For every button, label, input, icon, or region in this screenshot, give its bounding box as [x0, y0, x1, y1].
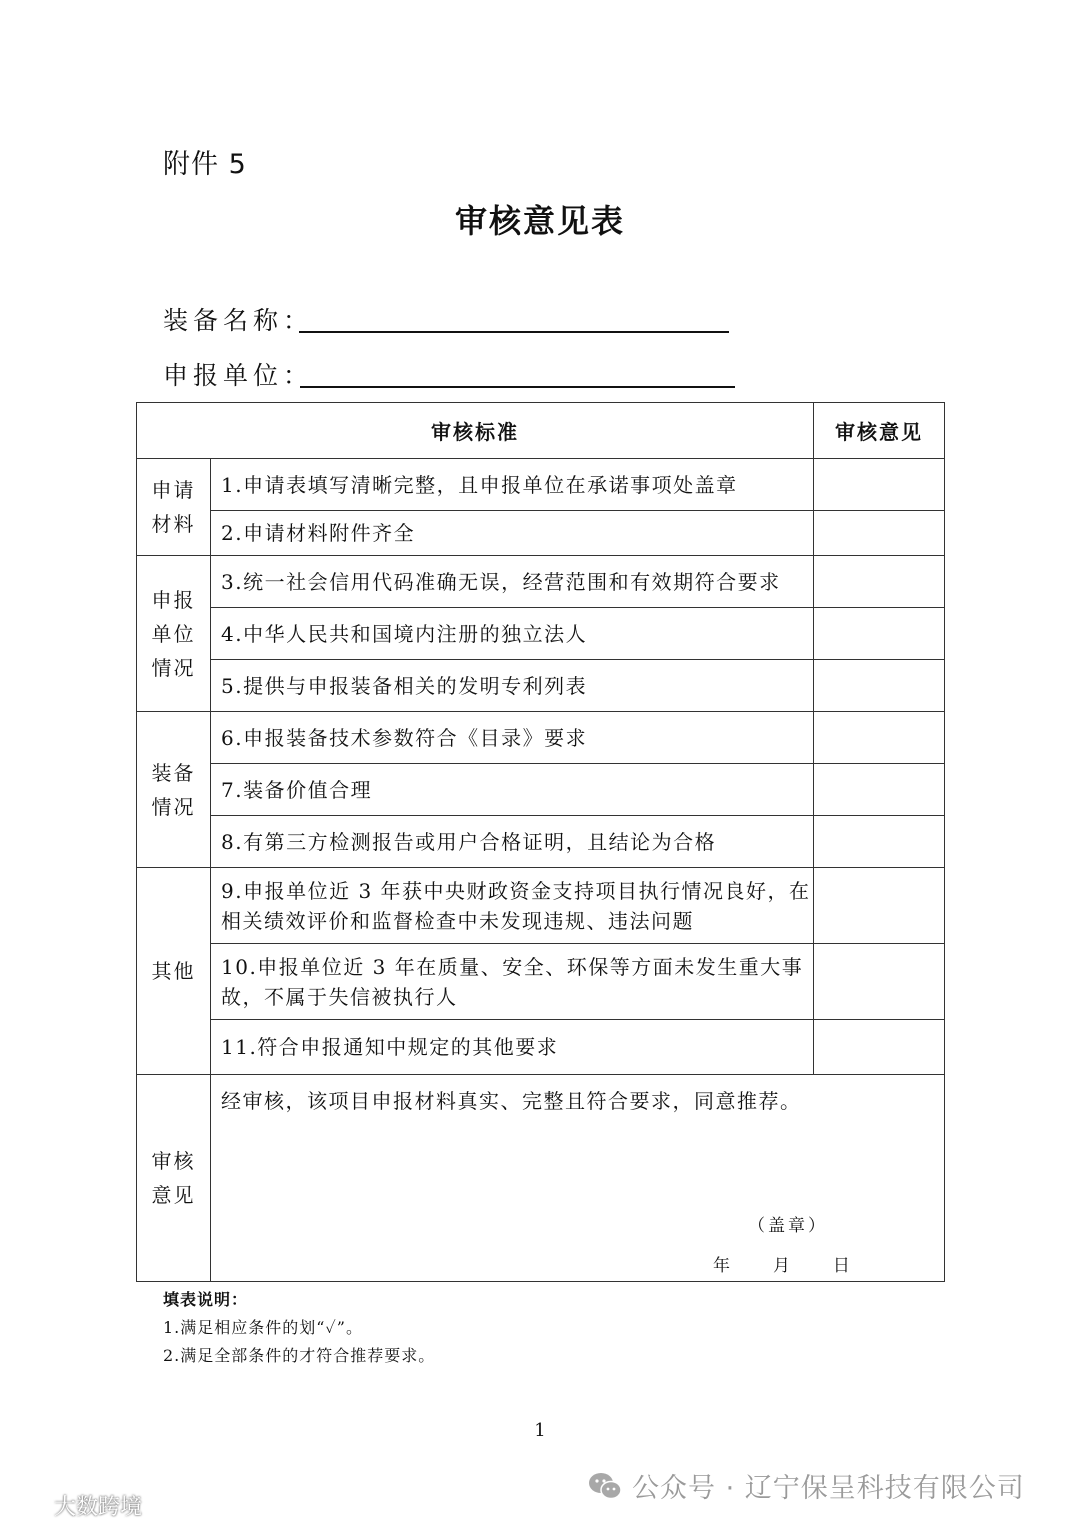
- applicant-unit-blank[interactable]: [300, 386, 735, 388]
- criterion-5: 5.提供与申报装备相关的发明专利列表: [211, 660, 814, 712]
- category-review-opinion: 审核 意见: [137, 1075, 211, 1282]
- criterion-4: 4.中华人民共和国境内注册的独立法人: [211, 608, 814, 660]
- table-row: [137, 764, 945, 816]
- table-row: [137, 944, 945, 1020]
- fill-instructions: [163, 1286, 435, 1370]
- applicant-unit-label: 申报单位：: [163, 361, 314, 390]
- chat-bubble-icon: [8, 1495, 48, 1517]
- attachment-label: 附件 5: [163, 149, 247, 180]
- header-opinion: 审核意见: [814, 403, 945, 459]
- table-row: [137, 868, 945, 944]
- criterion-7: 7.装备价值合理: [211, 764, 814, 816]
- opinion-cell-5[interactable]: [814, 660, 945, 712]
- site-watermark: [8, 1490, 142, 1521]
- criterion-11: 11.符合申报通知中规定的其他要求: [211, 1020, 814, 1075]
- criterion-8: 8.有第三方检测报告或用户合格证明，且结论为合格: [211, 816, 814, 868]
- opinion-cell-11[interactable]: [814, 1020, 945, 1075]
- equipment-name-field: [163, 301, 313, 337]
- opinion-cell-7[interactable]: [814, 764, 945, 816]
- wechat-watermark: [588, 1466, 1025, 1505]
- stamp-label: （盖章）: [748, 1216, 828, 1236]
- criterion-3: 3.统一社会信用代码准确无误，经营范围和有效期符合要求: [211, 556, 814, 608]
- equipment-name-label: 装备名称：: [163, 306, 314, 335]
- opinion-cell-9[interactable]: [814, 868, 945, 944]
- wechat-watermark-text: 公众号 · 辽宁保呈科技有限公司: [632, 1473, 1025, 1504]
- criterion-10: 10.申报单位近 3 年在质量、安全、环保等方面未发生重大事故，不属于失信被执行人: [211, 944, 814, 1020]
- applicant-unit-field: [163, 356, 313, 392]
- table-row: [137, 1020, 945, 1075]
- opinion-cell-10[interactable]: [814, 944, 945, 1020]
- criterion-9: 9.申报单位近 3 年获中央财政资金支持项目执行情况良好，在相关绩效评价和监督检查中未发现违规、违法问题: [211, 868, 814, 944]
- criterion-1: 1.申请表填写清晰完整，且申报单位在承诺事项处盖章: [211, 459, 814, 511]
- category-applicant-unit: 申报 单位 情况: [137, 556, 211, 712]
- opinion-cell-8[interactable]: [814, 816, 945, 868]
- equipment-name-blank[interactable]: [299, 331, 729, 333]
- table-row: [137, 816, 945, 868]
- table-row: [137, 511, 945, 556]
- wechat-icon: [588, 1471, 622, 1501]
- review-opinion-cell[interactable]: [211, 1075, 945, 1282]
- opinion-cell-6[interactable]: [814, 712, 945, 764]
- instructions-heading: 填表说明：: [163, 1290, 249, 1309]
- date-day: 日: [832, 1256, 852, 1276]
- opinion-cell-2[interactable]: [814, 511, 945, 556]
- instruction-line-2: 2.满足全部条件的才符合推荐要求。: [163, 1346, 436, 1365]
- table-row: [137, 712, 945, 764]
- date-year: 年: [713, 1256, 732, 1276]
- date-line: [713, 1251, 851, 1276]
- criterion-2: 2.申请材料附件齐全: [211, 511, 814, 556]
- criterion-6: 6.申报装备技术参数符合《目录》要求: [211, 712, 814, 764]
- opinion-cell-3[interactable]: [814, 556, 945, 608]
- review-opinion-row: [137, 1075, 945, 1282]
- review-opinion-text: 经审核，该项目申报材料真实、完整且符合要求，同意推荐。: [221, 1089, 802, 1113]
- header-criteria: 审核标准: [137, 403, 814, 459]
- table-row: [137, 556, 945, 608]
- opinion-cell-4[interactable]: [814, 608, 945, 660]
- review-table: [136, 402, 945, 1282]
- site-watermark-text: 大数跨境: [54, 1495, 143, 1520]
- category-equipment: 装备 情况: [137, 712, 211, 868]
- table-row: [137, 660, 945, 712]
- table-row: [137, 459, 945, 511]
- instruction-line-1: 1.满足相应条件的划“✓”。: [163, 1318, 363, 1337]
- table-row: [137, 608, 945, 660]
- page-title: 审核意见表: [454, 202, 625, 240]
- table-header-row: [137, 403, 945, 459]
- page-number: 1: [534, 1420, 546, 1441]
- opinion-cell-1[interactable]: [814, 459, 945, 511]
- category-other: 其他: [137, 868, 211, 1075]
- date-month: 月: [772, 1256, 792, 1276]
- category-application-materials: 申请 材料: [137, 459, 211, 556]
